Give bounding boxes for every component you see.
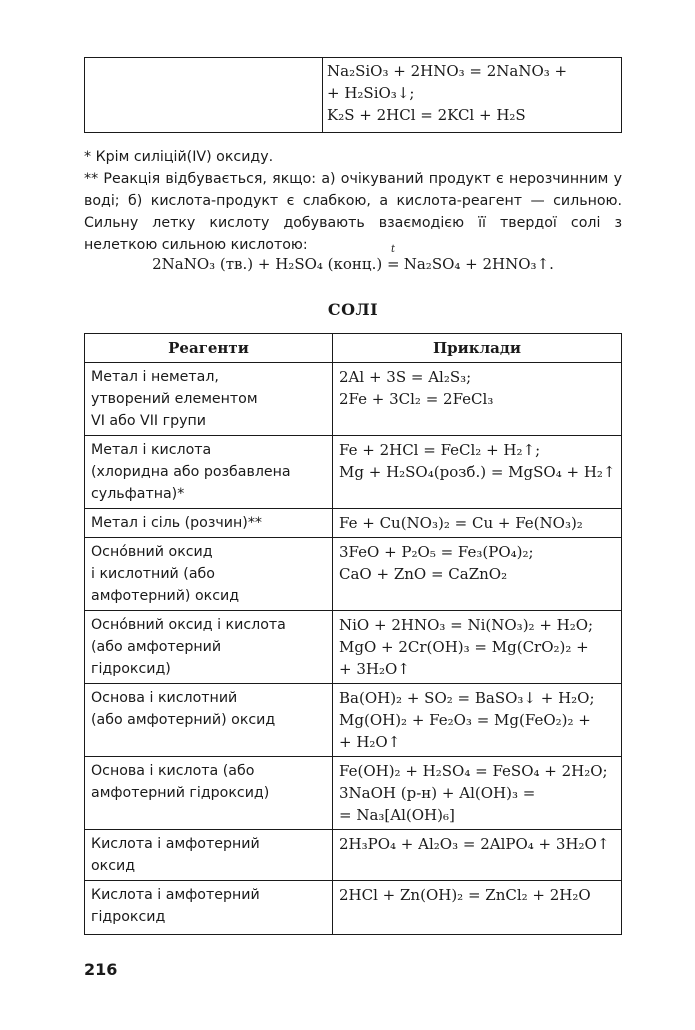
equation-line: Fe(OH)₂ + H₂SO₄ = FeSO₄ + 2H₂O; <box>339 762 608 780</box>
table-header-row <box>85 334 622 363</box>
equation-line: 2HCl + Zn(OH)₂ = ZnCl₂ + 2H₂O <box>339 886 591 904</box>
reagents-cell <box>85 881 333 935</box>
footnotes <box>84 146 622 256</box>
reagents-text: Метал і неметал, утворений елементом VI або VII групи <box>91 369 258 429</box>
examples-cell <box>333 611 622 684</box>
examples-cell <box>333 538 622 611</box>
examples-cell <box>333 509 622 538</box>
equation-line: Mg + H₂SO₄(розб.) = MgSO₄ + H₂↑ <box>339 463 616 481</box>
heating-sign <box>386 244 400 273</box>
footnote-1: * Крім силіцій(IV) оксиду. <box>84 149 274 165</box>
reagents-cell <box>85 538 333 611</box>
footnote-2: ** Реакція відбувається, якщо: а) очікуваний продукт є нерозчинним у воді; б) кислота-продукт є слабкою, а кислота-реагент — сильною. Сильну летку кислоту добувають взаємодією її твердої солі з нелеткою сильною кислотою: <box>84 171 622 253</box>
centered-equation <box>84 244 622 273</box>
equation-line: CaO + ZnO = CaZnO₂ <box>339 565 508 583</box>
table-row <box>85 830 622 881</box>
reagents-text: Основа і кислота (або амфотерний гідроксид) <box>91 763 270 801</box>
reagents-cell <box>85 509 333 538</box>
equation-line: NiO + 2HNO₃ = Ni(NO₃)₂ + H₂O; <box>339 616 594 634</box>
equation-line: 3NaOH (р-н) + Al(OH)₃ = <box>339 784 536 802</box>
reagents-text: Оснóвний оксид і кислота (або амфотерний гідроксид) <box>91 617 286 677</box>
reagents-text: Оснóвний оксид і кислотний (або амфотерний) оксид <box>91 544 240 604</box>
equation-line: 2Al + 3S = Al₂S₃; <box>339 368 472 386</box>
table-row <box>85 363 622 436</box>
table-row <box>85 684 622 757</box>
equation-line: Ba(OH)₂ + SO₂ = BaSO₃↓ + H₂O; <box>339 689 595 707</box>
heat-condition: t <box>390 244 395 255</box>
reagents-text: Основа і кислотний (або амфотерний) оксид <box>91 690 276 728</box>
equals-sign: = <box>386 255 400 273</box>
examples-cell <box>323 58 622 133</box>
salts-table <box>84 333 622 935</box>
page-number: 216 <box>84 960 118 979</box>
reagents-text: Метал і сіль (розчин)** <box>91 515 263 531</box>
equation-line: 3FeO + P₂O₅ = Fe₃(PO₄)₂; <box>339 543 534 561</box>
equation-line: Na₂SiO₃ + 2HNO₃ = 2NaNO₃ + <box>327 62 568 80</box>
reagents-text: Кислота і амфотерний оксид <box>91 836 260 874</box>
equation-right: Na₂SO₄ + 2HNO₃↑. <box>398 255 554 273</box>
equation-line: + H₂SiO₃↓; <box>327 84 415 102</box>
examples-cell <box>333 757 622 830</box>
examples-cell <box>333 684 622 757</box>
equation-line: Fe + Cu(NO₃)₂ = Cu + Fe(NO₃)₂ <box>339 514 583 532</box>
equation-line: + H₂O↑ <box>339 733 401 751</box>
equation-line: MgO + 2Cr(OH)₃ = Mg(CrO₂)₂ + <box>339 638 589 656</box>
reagents-cell <box>85 684 333 757</box>
reagents-cell <box>85 363 333 436</box>
continued-table <box>84 57 622 133</box>
empty-reagent-cell <box>85 58 323 133</box>
examples-cell <box>333 436 622 509</box>
equation-line: + 3H₂O↑ <box>339 660 410 678</box>
reagents-cell <box>85 611 333 684</box>
table-body <box>85 363 622 935</box>
table-row <box>85 757 622 830</box>
table-row <box>85 58 622 133</box>
section-title: СОЛІ <box>327 300 379 319</box>
equation-line: 2H₃PO₄ + Al₂O₃ = 2AlPO₄ + 3H₂O↑ <box>339 835 610 853</box>
header-reagents: Реагенти <box>85 334 333 363</box>
equation-line: Fe + 2HCl = FeCl₂ + H₂↑; <box>339 441 541 459</box>
examples-cell <box>333 881 622 935</box>
table-row <box>85 538 622 611</box>
equation-left: 2NaNO₃ (тв.) + H₂SO₄ (конц.) <box>152 255 387 273</box>
equation-line: K₂S + 2HCl = 2KCl + H₂S <box>327 106 526 124</box>
equation-line: = Na₃[Al(OH)₆] <box>339 806 455 824</box>
reagents-cell <box>85 830 333 881</box>
table-row <box>85 436 622 509</box>
table-row <box>85 611 622 684</box>
equation-line: 2Fe + 3Cl₂ = 2FeCl₃ <box>339 390 494 408</box>
header-examples: Приклади <box>333 334 622 363</box>
reagents-text: Кислота і амфотерний гідроксид <box>91 887 260 925</box>
reagents-cell <box>85 757 333 830</box>
equation-line: Mg(OH)₂ + Fe₂O₃ = Mg(FeO₂)₂ + <box>339 711 591 729</box>
examples-cell <box>333 830 622 881</box>
examples-cell <box>333 363 622 436</box>
reagents-text: Метал і кислота (хлоридна або розбавлена сульфатна)* <box>91 442 291 502</box>
table-row <box>85 509 622 538</box>
table-row <box>85 881 622 935</box>
reagents-cell <box>85 436 333 509</box>
